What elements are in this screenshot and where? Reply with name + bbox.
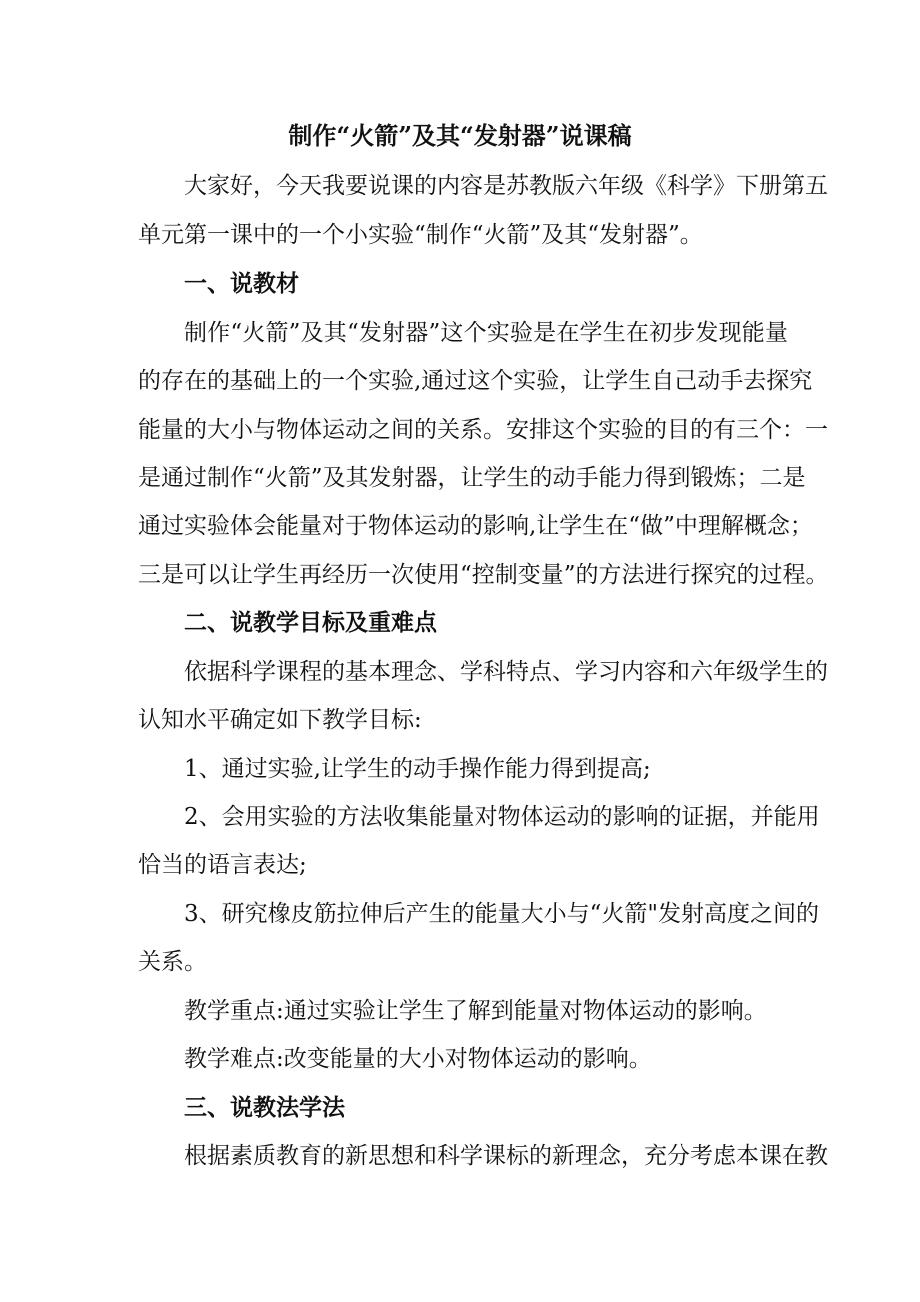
section-heading: 二、说教学目标及重难点	[184, 609, 437, 636]
paragraph-line: 大家好，今天我要说课的内容是苏教版六年级《科学》下册第五	[184, 173, 828, 199]
paragraph-line: 认知水平确定如下教学目标:	[138, 707, 422, 733]
paragraph-line: 三是可以让学生再经历一次使用“控制变量”的方法进行探究的过程。	[138, 562, 829, 588]
paragraph-line: 依据科学课程的基本理念、学科特点、学习内容和六年级学生的	[184, 659, 828, 685]
difficult-point-line: 教学难点:改变能量的大小对物体运动的影响。	[184, 1046, 652, 1072]
document-title: 制作“火箭”及其“发射器”说课稿	[288, 121, 632, 150]
paragraph-line: 根据素质教育的新思想和科学课标的新理念，充分考虑本课在教	[184, 1143, 828, 1169]
paragraph-line: 能量的大小与物体运动之间的关系。安排这个实验的目的有三个：一	[138, 417, 828, 443]
section-heading: 三、说教法学法	[184, 1094, 345, 1121]
list-item: 3、研究橡皮筋拉伸后产生的能量大小与“火箭"发射高度之间的	[184, 901, 819, 927]
section-heading: 一、说教材	[184, 270, 299, 297]
paragraph-line: 的存在的基础上的一个实验,通过这个实验，让学生自己动手去探究	[138, 368, 813, 394]
paragraph-line: 通过实验体会能量对于物体运动的影响,让学生在“做”中理解概念；	[138, 513, 813, 539]
list-item: 1、通过实验,让学生的动手操作能力得到提高;	[184, 756, 651, 782]
list-item-continuation: 恰当的语言表达;	[138, 852, 307, 878]
key-point-line: 教学重点:通过实验让学生了解到能量对物体运动的影响。	[184, 998, 767, 1024]
list-item: 2、会用实验的方法收集能量对物体运动的影响的证据，并能用	[184, 804, 820, 830]
paragraph-line: 是通过制作“火箭”及其发射器，让学生的动手能力得到锻炼；二是	[138, 465, 806, 491]
paragraph-line: 制作“火箭”及其“发射器”这个实验是在学生在初步发现能量	[184, 320, 788, 346]
list-item-continuation: 关系。	[138, 949, 207, 975]
paragraph-line: 单元第一课中的一个小实验“制作“火箭”及其“发射器”。	[138, 222, 703, 248]
